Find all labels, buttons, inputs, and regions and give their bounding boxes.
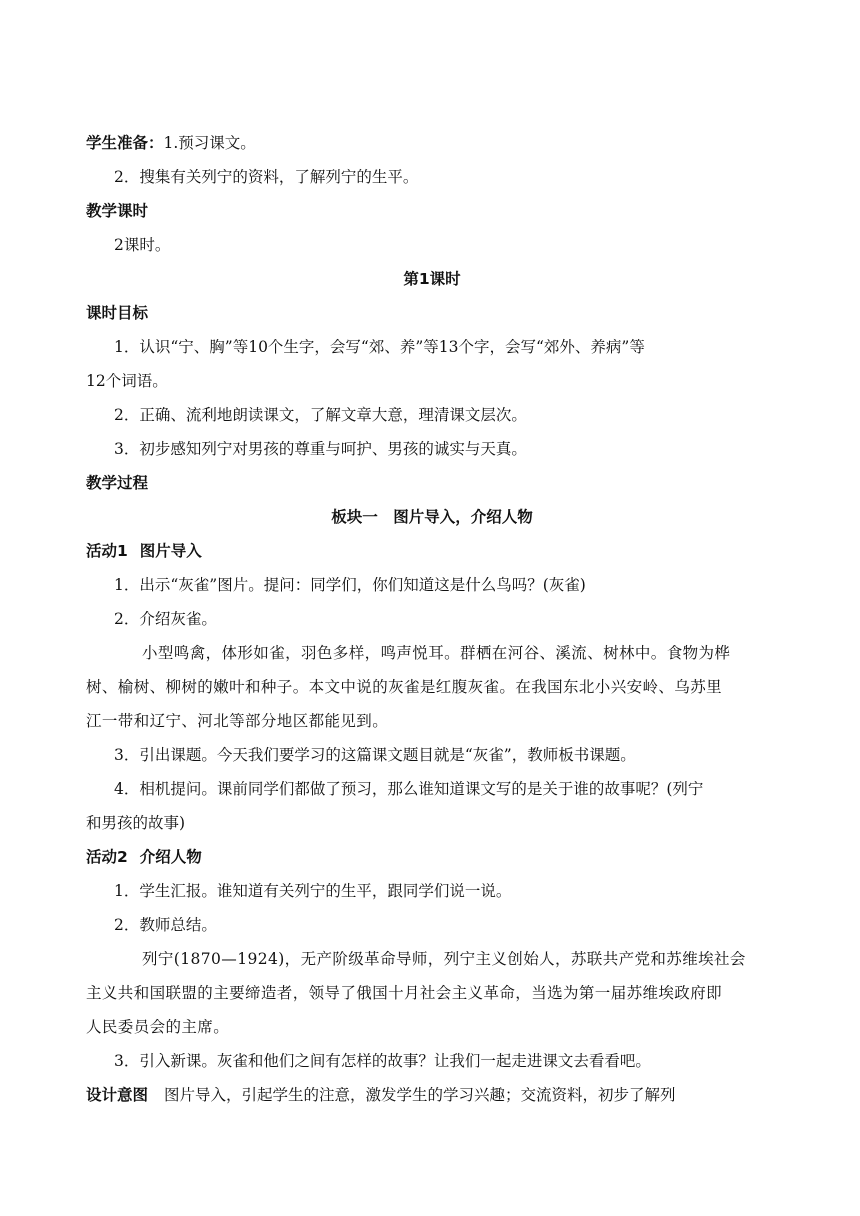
activity-1-step-1: 1．出示“灰雀”图片。提问：同学们，你们知道这是什么鸟吗？(灰雀) [114, 576, 586, 594]
activity-1-name: 图片导入 [139, 542, 202, 560]
process-heading: 教学过程 [86, 474, 149, 492]
lenin-desc-line-2: 主义共和国联盟的主要缔造者，领导了俄国十月社会主义革命，当选为第一届苏维埃政府即 [86, 984, 723, 1002]
activity-1-step-3: 3．引出课题。今天我们要学习的这篇课文题目就是“灰雀”，教师板书课题。 [114, 746, 636, 764]
activity-2-name: 介绍人物 [139, 848, 202, 866]
activity-1-step-4-line-2: 和男孩的故事) [86, 814, 186, 832]
goals-heading: 课时目标 [86, 304, 149, 322]
prep-item-1: 1.预习课文。 [163, 134, 256, 152]
section-1-title: 板块一 图片导入，介绍人物 [331, 508, 533, 526]
design-intent [86, 1078, 778, 1112]
prep-item-2: 2．搜集有关列宁的资料，了解列宁的生平。 [114, 168, 419, 186]
activity-2-title [86, 840, 778, 874]
hours-heading: 教学课时 [86, 202, 149, 220]
sparrow-desc-line-3: 江一带和辽宁、河北等部分地区都能见到。 [86, 712, 389, 730]
lesson-title: 第1课时 [403, 270, 461, 288]
lenin-desc-line-3: 人民委员会的主席。 [86, 1018, 230, 1036]
design-intent-label: 设计意图 [86, 1086, 149, 1104]
goal-3: 3．初步感知列宁对男孩的尊重与呵护、男孩的诚实与天真。 [114, 440, 527, 458]
activity-1-number: 活动1 [86, 542, 128, 560]
activity-1-step-2: 2．介绍灰雀。 [114, 610, 217, 628]
activity-2-step-1: 1．学生汇报。谁知道有关列宁的生平，跟同学们说一说。 [114, 882, 512, 900]
activity-2-step-2: 2．教师总结。 [114, 916, 217, 934]
activity-1-title [86, 534, 778, 568]
design-intent-text: 图片导入，引起学生的注意，激发学生的学习兴趣；交流资料，初步了解列 [164, 1086, 676, 1104]
prep-line [86, 126, 778, 160]
prep-label: 学生准备： [86, 134, 164, 152]
hours-text: 2课时。 [114, 236, 171, 254]
lenin-desc-line-1: 列宁(1870—1924)，无产阶级革命导师，列宁主义创始人，苏联共产党和苏维埃社会 [142, 950, 746, 968]
goal-2: 2．正确、流利地朗读课文，了解文章大意，理清课文层次。 [114, 406, 527, 424]
activity-2-step-3: 3．引入新课。灰雀和他们之间有怎样的故事？让我们一起走进课文去看看吧。 [114, 1052, 651, 1070]
activity-1-step-4-line-1: 4．相机提问。课前同学们都做了预习，那么谁知道课文写的是关于谁的故事呢？(列宁 [114, 780, 704, 798]
activity-2-number: 活动2 [86, 848, 128, 866]
goal-1-line-2: 12个词语。 [86, 372, 168, 390]
goal-1-line-1: 1．认识“宁、胸”等10个生字，会写“郊、养”等13个字，会写“郊外、养病”等 [114, 338, 645, 356]
sparrow-desc-line-1: 小型鸣禽，体形如雀，羽色多样，鸣声悦耳。群栖在河谷、溪流、树林中。食物为桦 [142, 644, 731, 662]
sparrow-desc-line-2: 树、榆树、柳树的嫩叶和种子。本文中说的灰雀是红腹灰雀。在我国东北小兴安岭、乌苏里 [86, 678, 723, 696]
